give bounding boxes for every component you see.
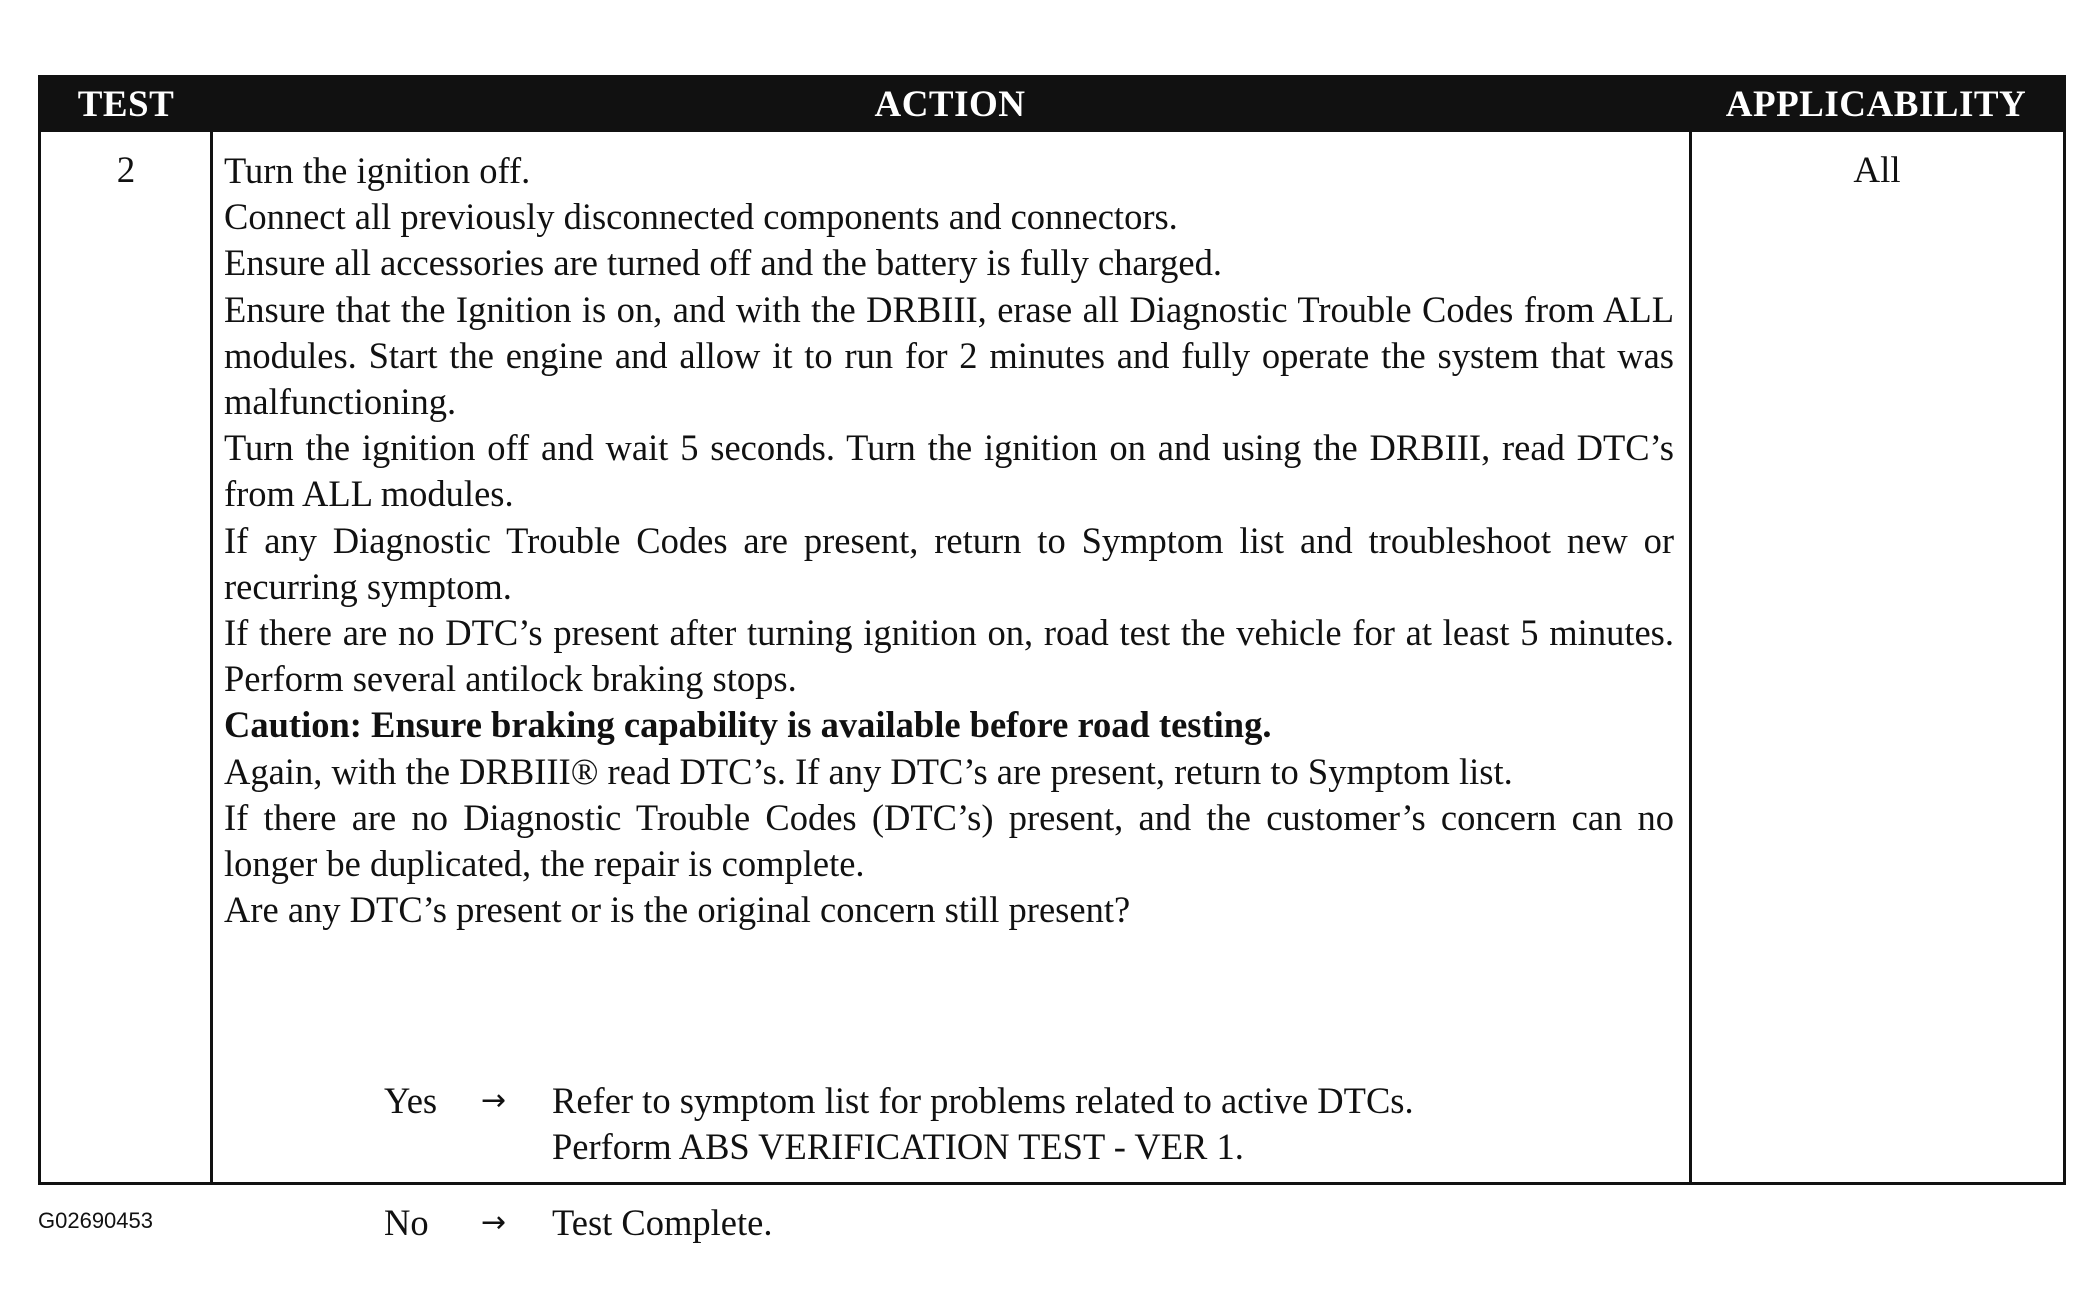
test-number: 2 xyxy=(116,150,136,191)
right-arrow-icon: → xyxy=(481,1083,507,1118)
action-question: Are any DTC’s present or is the original concern still present? xyxy=(224,889,1131,931)
caution-note: Caution: Ensure braking capability is available before road testing. xyxy=(224,704,1272,746)
action-text xyxy=(224,148,1674,933)
action-step: Again, with the DRBIII® read DTC’s. If any DTC’s are present, return to Symptom list. xyxy=(224,750,1513,792)
choice-yes-result xyxy=(552,1078,1652,1170)
right-arrow-icon: → xyxy=(481,1205,507,1240)
column-divider-test-action xyxy=(210,132,213,1182)
header-test: TEST xyxy=(77,84,175,125)
choice-no-result-line: Test Complete. xyxy=(552,1202,773,1243)
action-step: Turn the ignition off. xyxy=(224,150,531,191)
applicability-value: All xyxy=(1853,150,1901,191)
choice-yes-label: Yes xyxy=(384,1080,438,1121)
action-step: If there are no DTC’s present after turning ignition on, road test the vehicle for at least 5 minutes. Perform several antilock braking stops. xyxy=(224,612,1674,700)
header-applicability: APPLICABILITY xyxy=(1725,84,2027,125)
header-action: ACTION xyxy=(874,84,1026,125)
choice-yes-result-line: Perform ABS VERIFICATION TEST - VER 1. xyxy=(552,1126,1244,1167)
figure-id: G02690453 xyxy=(38,1208,153,1233)
action-step: If any Diagnostic Trouble Codes are present, return to Symptom list and troubleshoot new or recurring symptom. xyxy=(224,519,1674,607)
choice-no-result xyxy=(552,1200,1652,1246)
action-step: Turn the ignition off and wait 5 seconds. Turn the ignition on and using the DRBIII, read DTC’s from ALL modules. xyxy=(224,427,1674,515)
action-step: Ensure that the Ignition is on, and with the DRBIII, erase all Diagnostic Trouble Codes from ALL modules. Start the engine and allow it to run for 2 minutes and fully operate the system that was malfunctioning. xyxy=(224,288,1674,423)
choice-no-label: No xyxy=(384,1202,429,1243)
action-step: Connect all previously disconnected components and connectors. xyxy=(224,196,1178,238)
table-header xyxy=(41,78,2063,132)
action-step: Ensure all accessories are turned off and the battery is fully charged. xyxy=(224,242,1222,284)
action-step: If there are no Diagnostic Trouble Codes (DTC’s) present, and the customer’s concern can no longer be duplicated, the repair is complete. xyxy=(224,796,1674,885)
column-divider-action-applicability xyxy=(1689,132,1692,1182)
choice-yes-result-line: Refer to symptom list for problems related to active DTCs. xyxy=(552,1080,1414,1121)
